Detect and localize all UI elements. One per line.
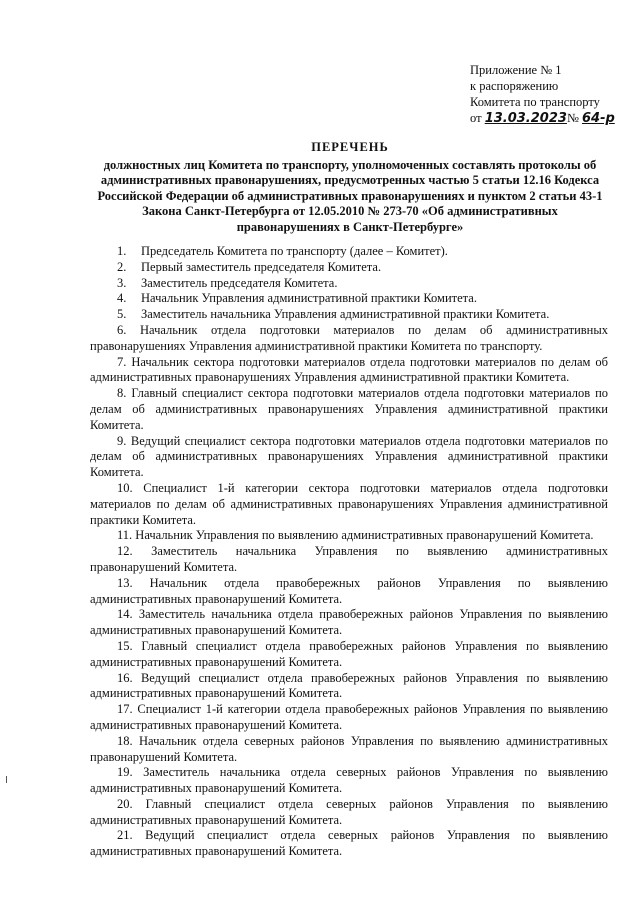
- list-item: [90, 291, 608, 307]
- item-text: Заместитель начальника Управления административной практики Комитета.: [141, 307, 550, 322]
- item-text: Первый заместитель председателя Комитета.: [141, 259, 382, 274]
- list-item: [90, 481, 608, 528]
- item-text: Заместитель начальника отдела правобережных районов Управления по выявлению административных правонарушений Комитета.: [90, 607, 608, 638]
- item-number: 17.: [117, 702, 133, 717]
- item-number: 15.: [117, 638, 133, 653]
- list-item: [90, 386, 608, 433]
- item-text: Начальник отдела правобережных районов Управления по выявлению административных правонарушений Комитета.: [90, 575, 608, 606]
- item-text: Ведущий специалист сектора подготовки материалов отдела подготовки материалов по делам об административных правонарушениях Управления административной практики Комитета.: [90, 433, 608, 480]
- item-text: Начальник Управления по выявлению административных правонарушений Комитета.: [135, 528, 594, 543]
- list-item: [90, 244, 608, 260]
- item-number: 7.: [117, 354, 127, 369]
- list-item: [90, 276, 608, 292]
- item-text: Ведущий специалист отдела правобережных районов Управления по выявлению административных правонарушений Комитета.: [90, 670, 608, 701]
- handwritten-number: 64-р: [582, 111, 615, 126]
- list-item: [90, 607, 608, 639]
- list-item: [90, 260, 608, 276]
- item-number: 12.: [117, 544, 133, 559]
- item-text: Заместитель начальника Управления по выявлению административных правонарушений Комитета.: [90, 544, 609, 574]
- item-text: Главный специалист сектора подготовки материалов отдела подготовки материалов по делам об административных правонарушениях Управления административной практики Комитета.: [90, 386, 609, 432]
- item-text: Начальник Управления административной практики Комитета.: [141, 291, 477, 306]
- list-item: [90, 797, 608, 829]
- attachment-committee-line: Комитета по транспорту: [470, 95, 600, 109]
- item-text: Ведущий специалист отдела северных районов Управления по выявлению административных правонарушений Комитета.: [90, 828, 609, 859]
- item-number: 8.: [117, 386, 127, 401]
- item-number: 10.: [117, 480, 133, 495]
- list-item: [90, 828, 608, 860]
- item-number: 5.: [117, 307, 127, 322]
- item-text: Заместитель начальника отдела северных районов Управления по выявлению административных правонарушений Комитета.: [90, 765, 608, 796]
- item-number: 4.: [117, 291, 127, 306]
- item-text: Главный специалист отдела правобережных районов Управления по выявлению административных правонарушений Комитета.: [90, 638, 609, 669]
- item-text: Начальник отдела северных районов Управления по выявлению административных правонарушений Комитета.: [90, 733, 608, 764]
- attachment-block: [470, 62, 620, 127]
- list-item: [90, 307, 608, 323]
- item-text: Специалист 1-й категории сектора подготовки материалов отдела подготовки материалов по делам об административных правонарушениях Управления административной практики Комитета.: [90, 480, 609, 527]
- item-number: 3.: [117, 275, 127, 290]
- list-item: [90, 323, 608, 355]
- item-text: Начальник отдела подготовки материалов по делам об административных правонарушениях Управления административной практики Комитета по транспорту.: [90, 322, 609, 353]
- item-number: 2.: [117, 259, 127, 274]
- attachment-label: Приложение № 1: [470, 63, 562, 77]
- list-item: [90, 734, 608, 766]
- attachment-date-line: [470, 110, 620, 127]
- item-text: Председатель Комитета по транспорту (далее – Комитет).: [141, 244, 448, 258]
- list-item: [90, 639, 608, 671]
- item-number: 16.: [117, 670, 133, 685]
- item-number: 18.: [117, 733, 133, 748]
- title-subtitle: должностных лиц Комитета по транспорту, уполномоченных составлять протоколы об административных правонарушениях, предусмотренных частью 5 статьи 12.16 Кодекса Российской Федерации об административных правонарушениях и пунктом 2 статьи 43-1 Закона Санкт-Петербурга от 12.05.2010 № 273-70 «Об административных правонарушениях в Санкт-Петербурге»: [97, 157, 603, 234]
- attachment-order-line: к распоряжению: [470, 79, 559, 93]
- list-item: [90, 765, 608, 797]
- title-heading: ПЕРЕЧЕНЬ: [311, 140, 389, 154]
- item-number: 6.: [117, 322, 127, 337]
- item-text: Главный специалист отдела северных районов Управления по выявлению административных правонарушений Комитета.: [90, 796, 608, 827]
- item-number: 13.: [117, 575, 133, 590]
- item-number: 19.: [117, 765, 133, 780]
- list-item: [90, 702, 608, 734]
- date-prefix: от: [470, 111, 482, 125]
- handwritten-date: 13.03.2023: [484, 111, 567, 126]
- list-item: [90, 671, 608, 703]
- item-number: 11.: [117, 528, 133, 543]
- list-item: [90, 544, 608, 576]
- item-text: Начальник сектора подготовки материалов отдела подготовки материалов по делам об административных правонарушениях Управления административной практики Комитета.: [90, 354, 609, 385]
- scan-mark: [6, 776, 7, 783]
- item-text: Заместитель председателя Комитета.: [141, 275, 338, 290]
- item-number: 9.: [117, 433, 127, 448]
- list-item: [90, 434, 608, 481]
- document-title: [90, 140, 610, 235]
- list-item: [90, 528, 608, 544]
- positions-list: [90, 244, 608, 860]
- list-item: [90, 355, 608, 387]
- item-number: 21.: [117, 828, 133, 843]
- list-item: [90, 576, 608, 608]
- item-number: 14.: [117, 607, 133, 622]
- item-text: Специалист 1-й категории отдела правобережных районов Управления по выявлению административных правонарушений Комитета.: [90, 702, 609, 732]
- item-number: 1.: [117, 244, 127, 258]
- number-prefix: №: [566, 111, 579, 125]
- item-number: 20.: [117, 796, 133, 811]
